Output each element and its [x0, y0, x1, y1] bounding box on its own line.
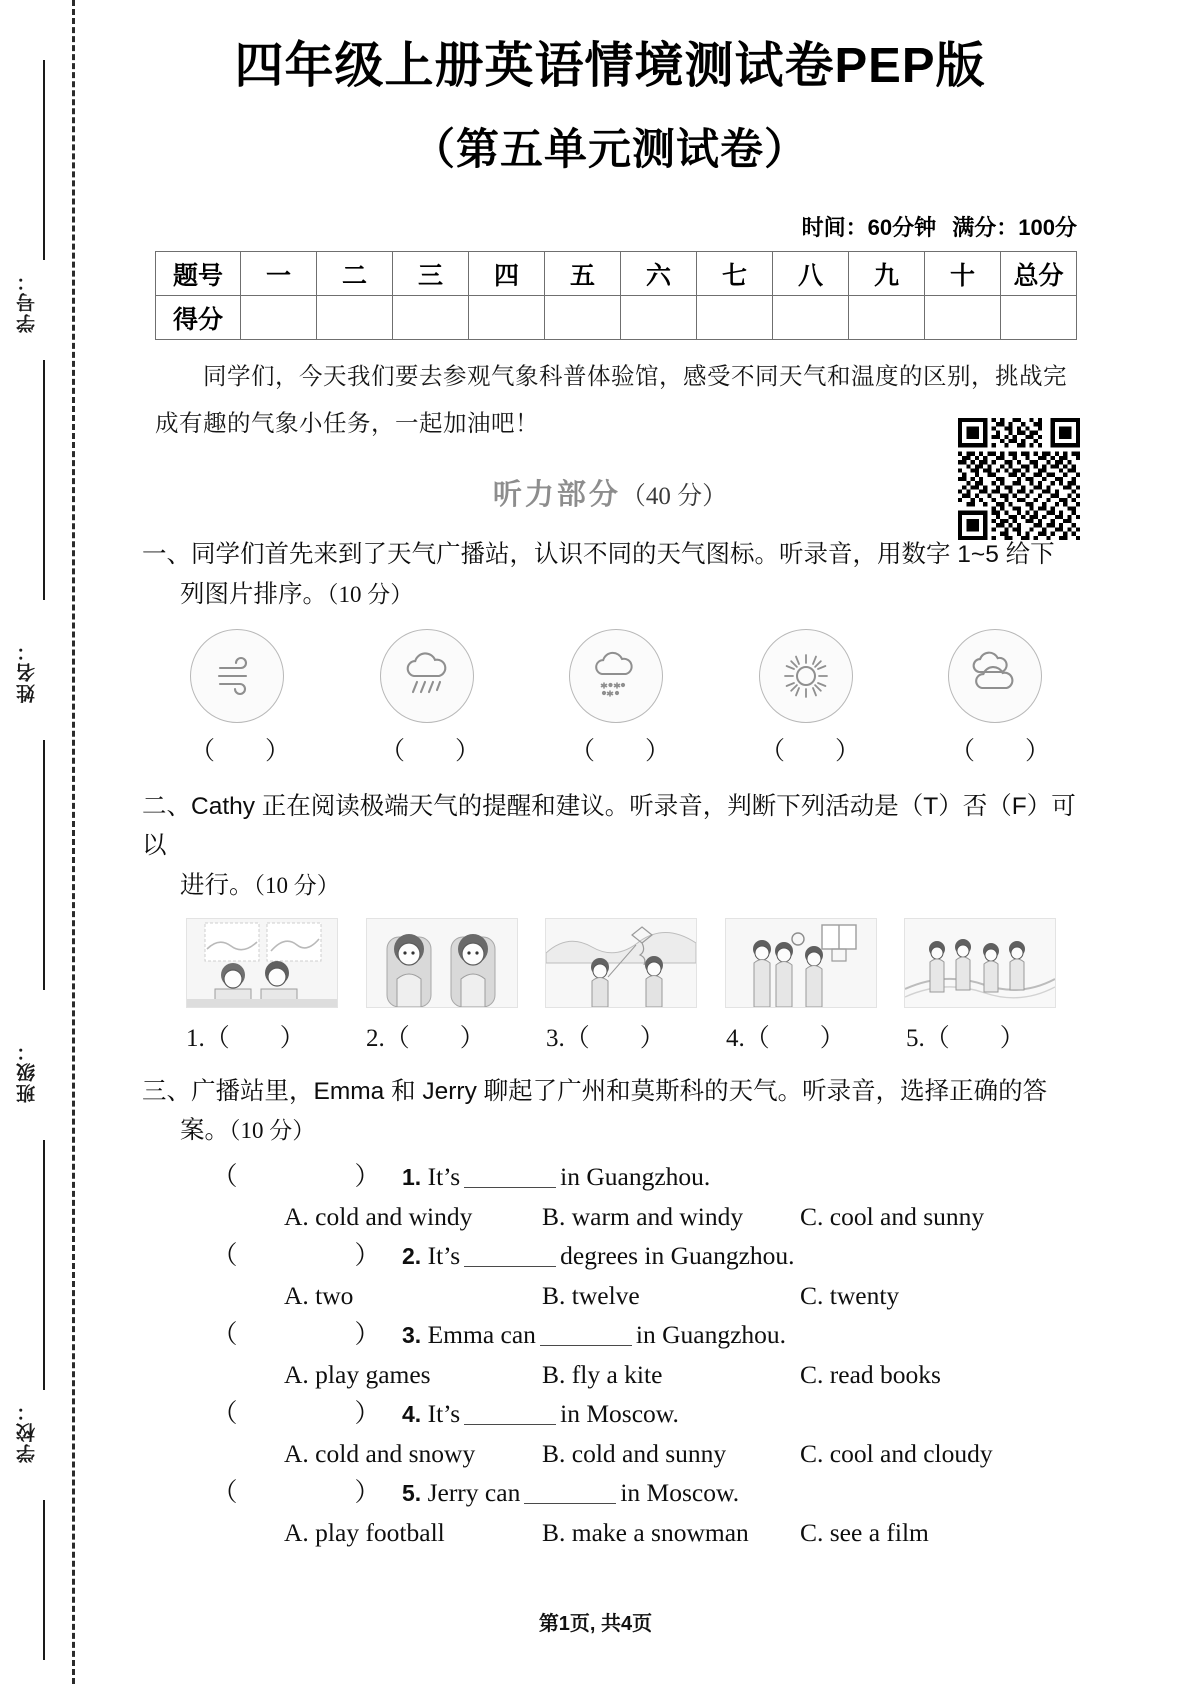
- mc-stem-before-4: It’s: [427, 1399, 461, 1429]
- answer-bracket-row-2: [186, 1018, 1056, 1054]
- answer-bracket-1-3[interactable]: （ ）: [570, 737, 671, 765]
- mc-option-5-b[interactable]: B. make a snowman: [542, 1517, 749, 1547]
- mc-blank-5[interactable]: [524, 1503, 616, 1504]
- question-2-stem-line1: Cathy 正在阅读极端天气的提醒和建议。听录音，判断下列活动是（T）否（F）可以: [142, 792, 1076, 860]
- mc-blank-1[interactable]: [464, 1187, 556, 1188]
- activity-picture-row: [186, 918, 1056, 1008]
- mc-option-3-c[interactable]: C. read books: [800, 1359, 941, 1389]
- score-cell-total[interactable]: [1001, 296, 1077, 340]
- mc-answer-bracket-3[interactable]: （ ）: [212, 1320, 403, 1350]
- score-cell-2[interactable]: [317, 296, 393, 340]
- score-col-2: 二: [317, 252, 393, 296]
- sidebar-rule-4: [43, 1140, 45, 1390]
- sidebar-label-name: 姓名：: [17, 640, 38, 703]
- mc-stem-after-5: in Moscow.: [620, 1478, 740, 1508]
- score-table-wrap: [110, 251, 1110, 340]
- sidebar-label-school: 学校：: [17, 1400, 38, 1463]
- answer-bracket-1-4[interactable]: （ ）: [760, 737, 861, 765]
- question-3-stem-line2: 案。: [180, 1117, 229, 1145]
- mc-option-3-a[interactable]: A. play games: [284, 1359, 431, 1389]
- mc-stem-before-1: It’s: [427, 1162, 461, 1192]
- mc-stem-after-1: in Guangzhou.: [560, 1162, 711, 1192]
- mc-question-2: [212, 1236, 1058, 1276]
- mc-option-4-b[interactable]: B. cold and sunny: [542, 1438, 727, 1468]
- answer-bracket-2-3[interactable]: 3.（ ）: [546, 1024, 665, 1052]
- question-3-stem-line1: 广播站里，Emma 和 Jerry 聊起了广州和莫斯科的天气。听录音，选择正确的答: [191, 1077, 1048, 1105]
- listening-part-title: 听力部分: [492, 479, 621, 512]
- question-1-stem-line1: 同学们首先来到了天气广播站，认识不同的天气图标。听录音，用数字 1~5 给下: [191, 541, 1055, 569]
- exam-meta: [110, 211, 1110, 242]
- question-2-stem: [142, 787, 1084, 906]
- mc-answer-bracket-2[interactable]: （ ）: [212, 1241, 403, 1271]
- mc-option-2-c[interactable]: C. twenty: [800, 1280, 900, 1310]
- mc-stem-before-3: Emma can: [427, 1320, 536, 1350]
- mc-options-3: [212, 1355, 1058, 1395]
- answer-bracket-row-1: [190, 731, 1051, 767]
- windy-icon[interactable]: [190, 629, 284, 723]
- mc-option-4-c[interactable]: C. cool and cloudy: [800, 1438, 993, 1468]
- mc-option-2-b[interactable]: B. twelve: [542, 1280, 640, 1310]
- qr-code-icon[interactable]: [958, 418, 1080, 540]
- sidebar-rule-2: [43, 360, 45, 600]
- mc-number-5: 5.: [402, 1480, 422, 1507]
- sitting-indoors-picture: [366, 918, 518, 1008]
- sunny-icon[interactable]: [759, 629, 853, 723]
- score-col-4: 四: [469, 252, 545, 296]
- sidebar-label-student-id: 学号：: [17, 270, 38, 333]
- question-3-stem: [142, 1072, 1084, 1151]
- answer-bracket-2-4[interactable]: 4.（ ）: [726, 1024, 845, 1052]
- mc-question-3: [212, 1315, 1058, 1355]
- score-col-7: 七: [697, 252, 773, 296]
- question-section-3: [142, 1072, 1084, 1553]
- running-outdoors-picture: [904, 918, 1056, 1008]
- mc-answer-bracket-1[interactable]: （ ）: [212, 1162, 403, 1192]
- mc-question-5: [212, 1473, 1058, 1513]
- mc-number-2: 2.: [402, 1243, 422, 1270]
- weather-icon-row: [190, 629, 1042, 723]
- question-3-points: （10 分）: [229, 1118, 316, 1144]
- score-cell-4[interactable]: [469, 296, 545, 340]
- reading-books-picture: [186, 918, 338, 1008]
- intro-paragraph: 同学们，今天我们要去参观气象科普体验馆，感受不同天气和温度的区别，挑战完成有趣的气象小任务，一起加油吧！: [155, 364, 1067, 438]
- sidebar-label-class: 班级：: [17, 1040, 38, 1103]
- mc-stem-before-2: It’s: [427, 1241, 461, 1271]
- binding-sidebar: [0, 0, 72, 1684]
- score-col-3: 三: [393, 252, 469, 296]
- answer-bracket-2-1[interactable]: 1.（ ）: [186, 1024, 305, 1052]
- sidebar-rule-5: [43, 1500, 45, 1660]
- mc-option-1-a[interactable]: A. cold and windy: [284, 1201, 473, 1231]
- sidebar-rule-3: [43, 740, 45, 990]
- listening-part-score: （40 分）: [620, 483, 728, 511]
- full-marks-label: 满分：100分: [952, 215, 1077, 241]
- score-table: [155, 251, 1077, 340]
- question-1-stem: [142, 535, 1084, 614]
- page-subtitle: （第五单元测试卷）: [412, 126, 808, 175]
- question-3-number: 三、: [142, 1077, 191, 1105]
- mc-answer-bracket-4[interactable]: （ ）: [212, 1399, 403, 1429]
- mc-blank-2[interactable]: [464, 1266, 556, 1267]
- question-1-stem-line2: 列图片排序。: [180, 581, 327, 609]
- page-footer: 第1页, 共4页: [538, 1613, 653, 1635]
- answer-bracket-1-2[interactable]: （ ）: [380, 737, 481, 765]
- snowy-icon[interactable]: [569, 629, 663, 723]
- score-cell-5[interactable]: [545, 296, 621, 340]
- answer-bracket-1-1[interactable]: （ ）: [190, 737, 291, 765]
- sidebar-rule-1: [43, 60, 45, 260]
- question-2-stem-line2: 进行。: [180, 872, 254, 900]
- mc-blank-3[interactable]: [540, 1345, 632, 1346]
- mc-options-5: [212, 1513, 1058, 1553]
- mc-number-1: 1.: [402, 1164, 422, 1191]
- question-2-number: 二、: [142, 792, 191, 820]
- answer-bracket-2-2[interactable]: 2.（ ）: [366, 1024, 485, 1052]
- mc-options-1: [212, 1197, 1058, 1237]
- question-2-points: （10 分）: [253, 873, 340, 899]
- score-col-10: 十: [925, 252, 1001, 296]
- question-1-number: 一、: [142, 541, 191, 569]
- score-cell-6[interactable]: [621, 296, 697, 340]
- mc-stem-after-3: in Guangzhou.: [635, 1320, 787, 1350]
- mc-blank-4[interactable]: [464, 1424, 556, 1425]
- question-1-points: （10 分）: [327, 582, 414, 608]
- mc-question-1: [212, 1157, 1058, 1197]
- score-col-8: 八: [773, 252, 849, 296]
- question-1-stem-line2-wrap: [142, 575, 1084, 615]
- score-col-6: 六: [621, 252, 697, 296]
- cloudy-icon[interactable]: [948, 629, 1042, 723]
- score-cell-3[interactable]: [393, 296, 469, 340]
- mc-option-2-a[interactable]: A. two: [284, 1280, 354, 1310]
- question-3-stem-line2-wrap: [142, 1111, 1084, 1151]
- exam-page: [110, 0, 1110, 1684]
- rainy-icon[interactable]: [380, 629, 474, 723]
- question-2-stem-line2-wrap: [142, 866, 1084, 906]
- mc-options-4: [212, 1434, 1058, 1474]
- answer-bracket-2-5[interactable]: 5.（ ）: [906, 1024, 1025, 1052]
- mc-option-1-b[interactable]: B. warm and windy: [542, 1201, 744, 1231]
- mc-option-1-c[interactable]: C. cool and sunny: [800, 1201, 985, 1231]
- mc-answer-bracket-5[interactable]: （ ）: [212, 1478, 403, 1508]
- table-row-headers: [156, 252, 1077, 296]
- score-col-total: 总分: [1001, 252, 1077, 296]
- score-cell-7[interactable]: [697, 296, 773, 340]
- mc-number-3: 3.: [402, 1322, 422, 1349]
- score-cell-9[interactable]: [849, 296, 925, 340]
- score-table-row-label-2: 得分: [156, 296, 241, 340]
- binding-dashed-line: [72, 0, 75, 1684]
- flying-kite-picture: [545, 918, 697, 1008]
- score-col-1: 一: [241, 252, 317, 296]
- page-title: 四年级上册英语情境测试卷PEP版: [234, 39, 986, 93]
- mc-question-4: [212, 1394, 1058, 1434]
- score-cell-8[interactable]: [773, 296, 849, 340]
- mc-option-4-a[interactable]: A. cold and snowy: [284, 1438, 476, 1468]
- score-cell-10[interactable]: [925, 296, 1001, 340]
- mc-stem-after-2: degrees in Guangzhou.: [560, 1241, 795, 1271]
- score-cell-1[interactable]: [241, 296, 317, 340]
- playing-basketball-picture: [725, 918, 877, 1008]
- multiple-choice-list: [212, 1157, 1058, 1552]
- score-col-9: 九: [849, 252, 925, 296]
- mc-option-3-b[interactable]: B. fly a kite: [542, 1359, 663, 1389]
- table-row-scores: [156, 296, 1077, 340]
- mc-options-2: [212, 1276, 1058, 1316]
- time-label: 时间：60分钟: [801, 215, 937, 241]
- score-table-row-label-1: 题号: [156, 252, 241, 296]
- question-section-1: [142, 535, 1084, 766]
- mc-stem-before-5: Jerry can: [427, 1478, 521, 1508]
- answer-bracket-1-5[interactable]: （ ）: [950, 737, 1051, 765]
- score-col-5: 五: [545, 252, 621, 296]
- mc-stem-after-4: in Moscow.: [560, 1399, 679, 1429]
- mc-option-5-c[interactable]: C. see a film: [800, 1517, 929, 1547]
- mc-option-5-a[interactable]: A. play football: [284, 1517, 445, 1547]
- question-section-2: [142, 787, 1084, 1054]
- mc-number-4: 4.: [402, 1401, 422, 1428]
